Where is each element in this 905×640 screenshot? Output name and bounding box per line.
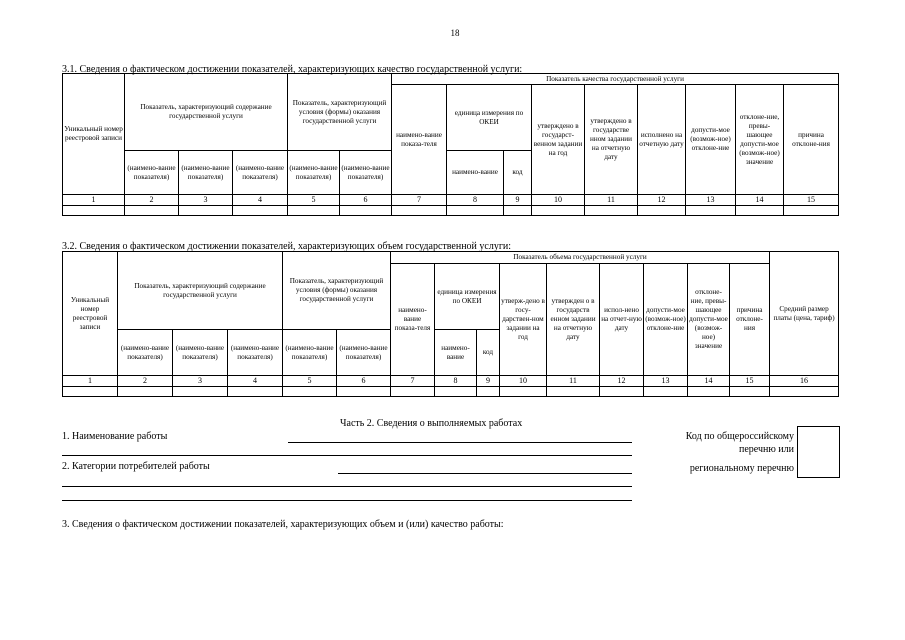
column-number: 4 — [233, 195, 288, 206]
column-number: 13 — [686, 195, 736, 206]
sub-indicator-name: (наимено-вание показателя) — [228, 330, 283, 376]
column-number: 13 — [644, 376, 688, 387]
quality-indicators-table — [62, 73, 839, 216]
code-label-regional: региональному перечню — [689, 463, 794, 474]
code-box — [797, 426, 840, 478]
column-number: 8 — [435, 376, 477, 387]
sub-indicator-name: (наимено-вание показателя) — [118, 330, 173, 376]
column-number: 12 — [600, 376, 644, 387]
head-unit-okei: единица измерения по ОКЕИ — [447, 85, 532, 151]
head-executed: исполнено на отчетную дату — [638, 85, 686, 195]
column-number: 11 — [547, 376, 600, 387]
column-number: 9 — [504, 195, 532, 206]
column-number: 2 — [125, 195, 179, 206]
column-number: 16 — [770, 376, 839, 387]
sub-indicator-name: (наимено-вание показателя) — [125, 151, 179, 195]
head-average-fee: Средний размер платы (цена, тариф) — [770, 252, 839, 376]
column-number: 6 — [340, 195, 392, 206]
sub-indicator-name: (наимено-вание показателя) — [173, 330, 228, 376]
head-content-indicator: Показатель, характеризующий содержание государственной услуги — [118, 252, 283, 330]
sub-indicator-name: (наимено-вание показателя) — [179, 151, 233, 195]
head-approved-year: утверждено в государст-венном задании на год — [532, 85, 585, 195]
head-indicator-name: наимено-вание показа-теля — [391, 264, 435, 376]
column-number: 12 — [638, 195, 686, 206]
head-unique-number: Уникальный номер реестровой записи — [63, 252, 118, 376]
volume-indicators-table — [62, 251, 839, 397]
sub-unit-code: код — [504, 151, 532, 195]
column-number: 7 — [392, 195, 447, 206]
column-number: 3 — [179, 195, 233, 206]
column-number: 2 — [118, 376, 173, 387]
column-number: 1 — [63, 376, 118, 387]
column-number: 3 — [173, 376, 228, 387]
sub-unit-name: наимено-вание — [447, 151, 504, 195]
head-executed: испол-нено на отчет-ную дату — [600, 264, 644, 376]
head-unit-okei: единица измерения по ОКЕИ — [435, 264, 500, 330]
sub-indicator-name: (наимено-вание показателя) — [233, 151, 288, 195]
sub-indicator-name: (наимено-вание показателя) — [337, 330, 391, 376]
column-number: 14 — [736, 195, 784, 206]
consumers-line — [62, 500, 632, 501]
page-number: 18 — [450, 28, 460, 38]
sub-unit-code: код — [477, 330, 500, 376]
head-content-indicator: Показатель, характеризующий содержание государственной услуги — [125, 74, 288, 151]
head-approved-year: утверж-дено в госу-дарствен-ном задании на год — [500, 264, 547, 376]
head-exceeding-deviation: отклоне-ние, превы-шающее допусти-мое (возмож-ное) значение — [688, 264, 730, 376]
consumers-line — [338, 473, 632, 474]
section-3-1-title: 3.1. Сведения о фактическом достижении показателей, характеризующих качество государственной услуги: — [62, 64, 523, 75]
table-row — [63, 387, 839, 397]
consumers-line — [62, 486, 632, 487]
head-conditions-indicator: Показатель, характеризующий условия (формы) оказания государственной услуги — [283, 252, 391, 330]
work-name-line — [62, 455, 632, 456]
work-name-label: 1. Наименование работы — [62, 431, 168, 442]
table-row — [63, 206, 839, 216]
head-deviation-reason: причина отклоне-ния — [730, 264, 770, 376]
code-label: Код по общероссийскому перечню или — [685, 431, 794, 455]
section-3-work-title: 3. Сведения о фактическом достижении показателей, характеризующих объем и (или) качество работы: — [62, 519, 504, 530]
head-allowed-deviation: допусти-мое (возмож-ное) отклоне-ние — [686, 85, 736, 195]
head-quality-indicator: Показатель качества государственной услуги — [392, 74, 839, 85]
column-number: 7 — [391, 376, 435, 387]
head-indicator-name: наимено-вание показа-теля — [392, 85, 447, 195]
column-number: 4 — [228, 376, 283, 387]
sub-indicator-name: (наимено-вание показателя) — [288, 151, 340, 195]
head-deviation-reason: причина отклоне-ния — [784, 85, 839, 195]
column-number: 10 — [532, 195, 585, 206]
head-approved-date: утверждено в государстве нном задании на отчетную дату — [585, 85, 638, 195]
column-number: 15 — [730, 376, 770, 387]
column-number: 10 — [500, 376, 547, 387]
head-unique-number: Уникальный номер реестровой записи — [63, 74, 125, 195]
column-number: 9 — [477, 376, 500, 387]
column-number: 14 — [688, 376, 730, 387]
column-number: 5 — [283, 376, 337, 387]
column-number: 15 — [784, 195, 839, 206]
sub-indicator-name: (наимено-вание показателя) — [283, 330, 337, 376]
column-number: 11 — [585, 195, 638, 206]
sub-indicator-name: (наимено-вание показателя) — [340, 151, 392, 195]
head-conditions-indicator: Показатель, характеризующий условия (формы) оказания государственной услуги — [288, 74, 392, 151]
consumers-label: 2. Категории потребителей работы — [62, 461, 210, 472]
part-2-title: Часть 2. Сведения о выполняемых работах — [340, 418, 523, 429]
head-volume-indicator: Показатель объема государственной услуги — [391, 252, 770, 264]
column-number: 8 — [447, 195, 504, 206]
column-number: 6 — [337, 376, 391, 387]
section-3-2-title: 3.2. Сведения о фактическом достижении показателей, характеризующих объем государственной услуги: — [62, 241, 512, 252]
sub-unit-name: наимено-вание — [435, 330, 477, 376]
head-allowed-deviation: допусти-мое (возмож-ное) отклоне-ние — [644, 264, 688, 376]
column-number: 5 — [288, 195, 340, 206]
head-exceeding-deviation: отклоне-ние, превы-шающее допусти-мое (возмож-ное) значение — [736, 85, 784, 195]
column-number: 1 — [63, 195, 125, 206]
head-approved-date: утвержден о в государств енном задании на отчетную дату — [547, 264, 600, 376]
work-name-line — [288, 442, 632, 443]
